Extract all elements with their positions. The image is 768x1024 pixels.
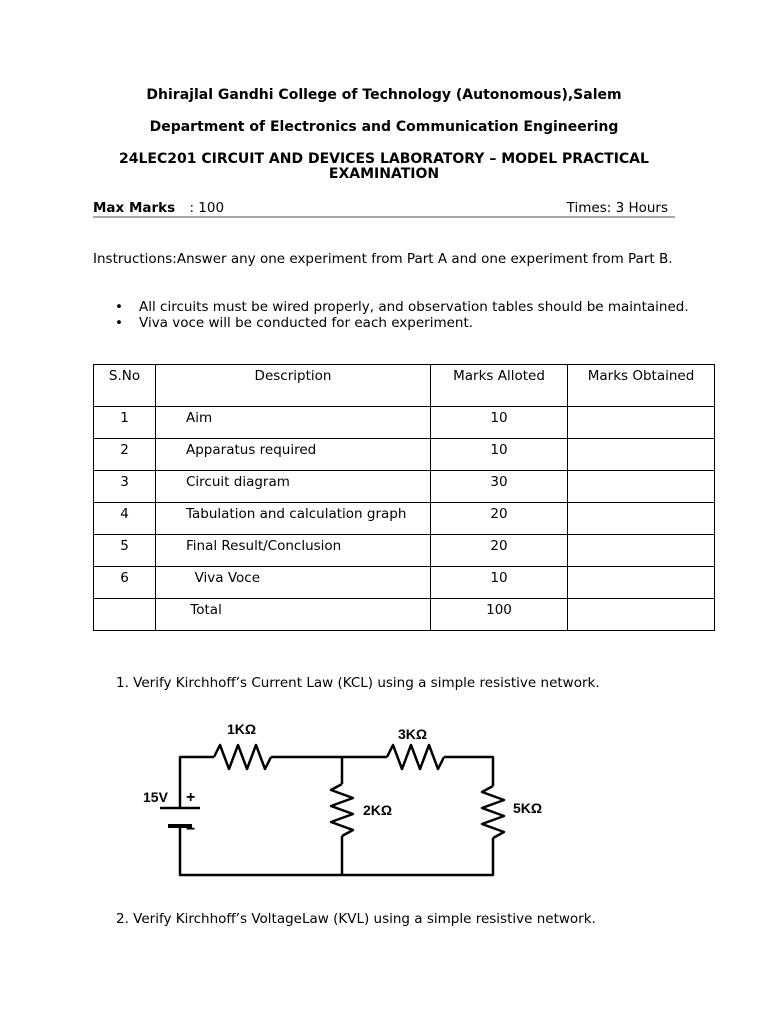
row-sno: 5: [94, 535, 156, 567]
department-name: Department of Electronics and Communication Engineering: [149, 119, 619, 135]
row-description: Final Result/Conclusion: [156, 535, 431, 567]
resistor-3k: [387, 745, 444, 769]
row-marks-alloted: 10: [431, 407, 568, 439]
instruction-bullet: • Viva voce will be conducted for each experiment.: [139, 315, 719, 331]
resistor-5k: [482, 786, 504, 838]
minus-label: −: [186, 821, 196, 838]
row-marks-alloted: 20: [431, 535, 568, 567]
max-marks-value: : 100: [189, 200, 225, 216]
exam-time: Times: 3 Hours: [566, 200, 668, 216]
row-sno: 3: [94, 471, 156, 503]
row-sno: 4: [94, 503, 156, 535]
course-title-line2: EXAMINATION: [328, 166, 440, 182]
total-marks-alloted: 100: [431, 599, 568, 631]
college-name: Dhirajlal Gandhi College of Technology (Autonomous),Salem: [146, 87, 622, 103]
source-label: 15V: [143, 789, 168, 805]
plus-label: +: [186, 789, 196, 806]
row-marks-alloted: 30: [431, 471, 568, 503]
question-2: 2. Verify Kirchhoff’s VoltageLaw (KVL) using a simple resistive network.: [116, 911, 596, 927]
r2-label: 2KΩ: [363, 802, 393, 818]
row-marks-alloted: 10: [431, 567, 568, 599]
header-sno: S.No: [94, 365, 156, 407]
row-description: Aim: [156, 407, 431, 439]
row-sno: 2: [94, 439, 156, 471]
row-marks-alloted: 20: [431, 503, 568, 535]
r1-label: 1KΩ: [227, 721, 257, 737]
resistor-1k: [214, 745, 271, 769]
header-marks-obtained: Marks Obtained: [568, 365, 715, 407]
header-marks-alloted: Marks Alloted: [431, 365, 568, 407]
row-sno: 1: [94, 407, 156, 439]
course-title-line1: 24LEC201 CIRCUIT AND DEVICES LABORATORY – MODEL PRACTICAL: [119, 151, 649, 167]
row-description: Circuit diagram: [156, 471, 431, 503]
max-marks-label: Max Marks: [93, 200, 176, 216]
row-sno: 6: [94, 567, 156, 599]
total-label: Total: [156, 599, 431, 631]
resistor-2k: [331, 784, 353, 836]
question-1: 1. Verify Kirchhoff’s Current Law (KCL) using a simple resistive network.: [116, 675, 600, 691]
row-marks-alloted: 10: [431, 439, 568, 471]
instructions-text: Instructions:Answer any one experiment from Part A and one experiment from Part B.: [93, 251, 673, 267]
row-description: Viva Voce: [156, 567, 431, 599]
instruction-bullet: • All circuits must be wired properly, and observation tables should be maintained.: [139, 299, 719, 315]
r4-label: 5KΩ: [513, 800, 543, 816]
r3-label: 3KΩ: [398, 726, 428, 742]
row-description: Apparatus required: [156, 439, 431, 471]
header-description: Description: [156, 365, 431, 407]
row-description: Tabulation and calculation graph: [156, 503, 431, 535]
wire: [444, 757, 493, 786]
wire: [180, 826, 493, 875]
